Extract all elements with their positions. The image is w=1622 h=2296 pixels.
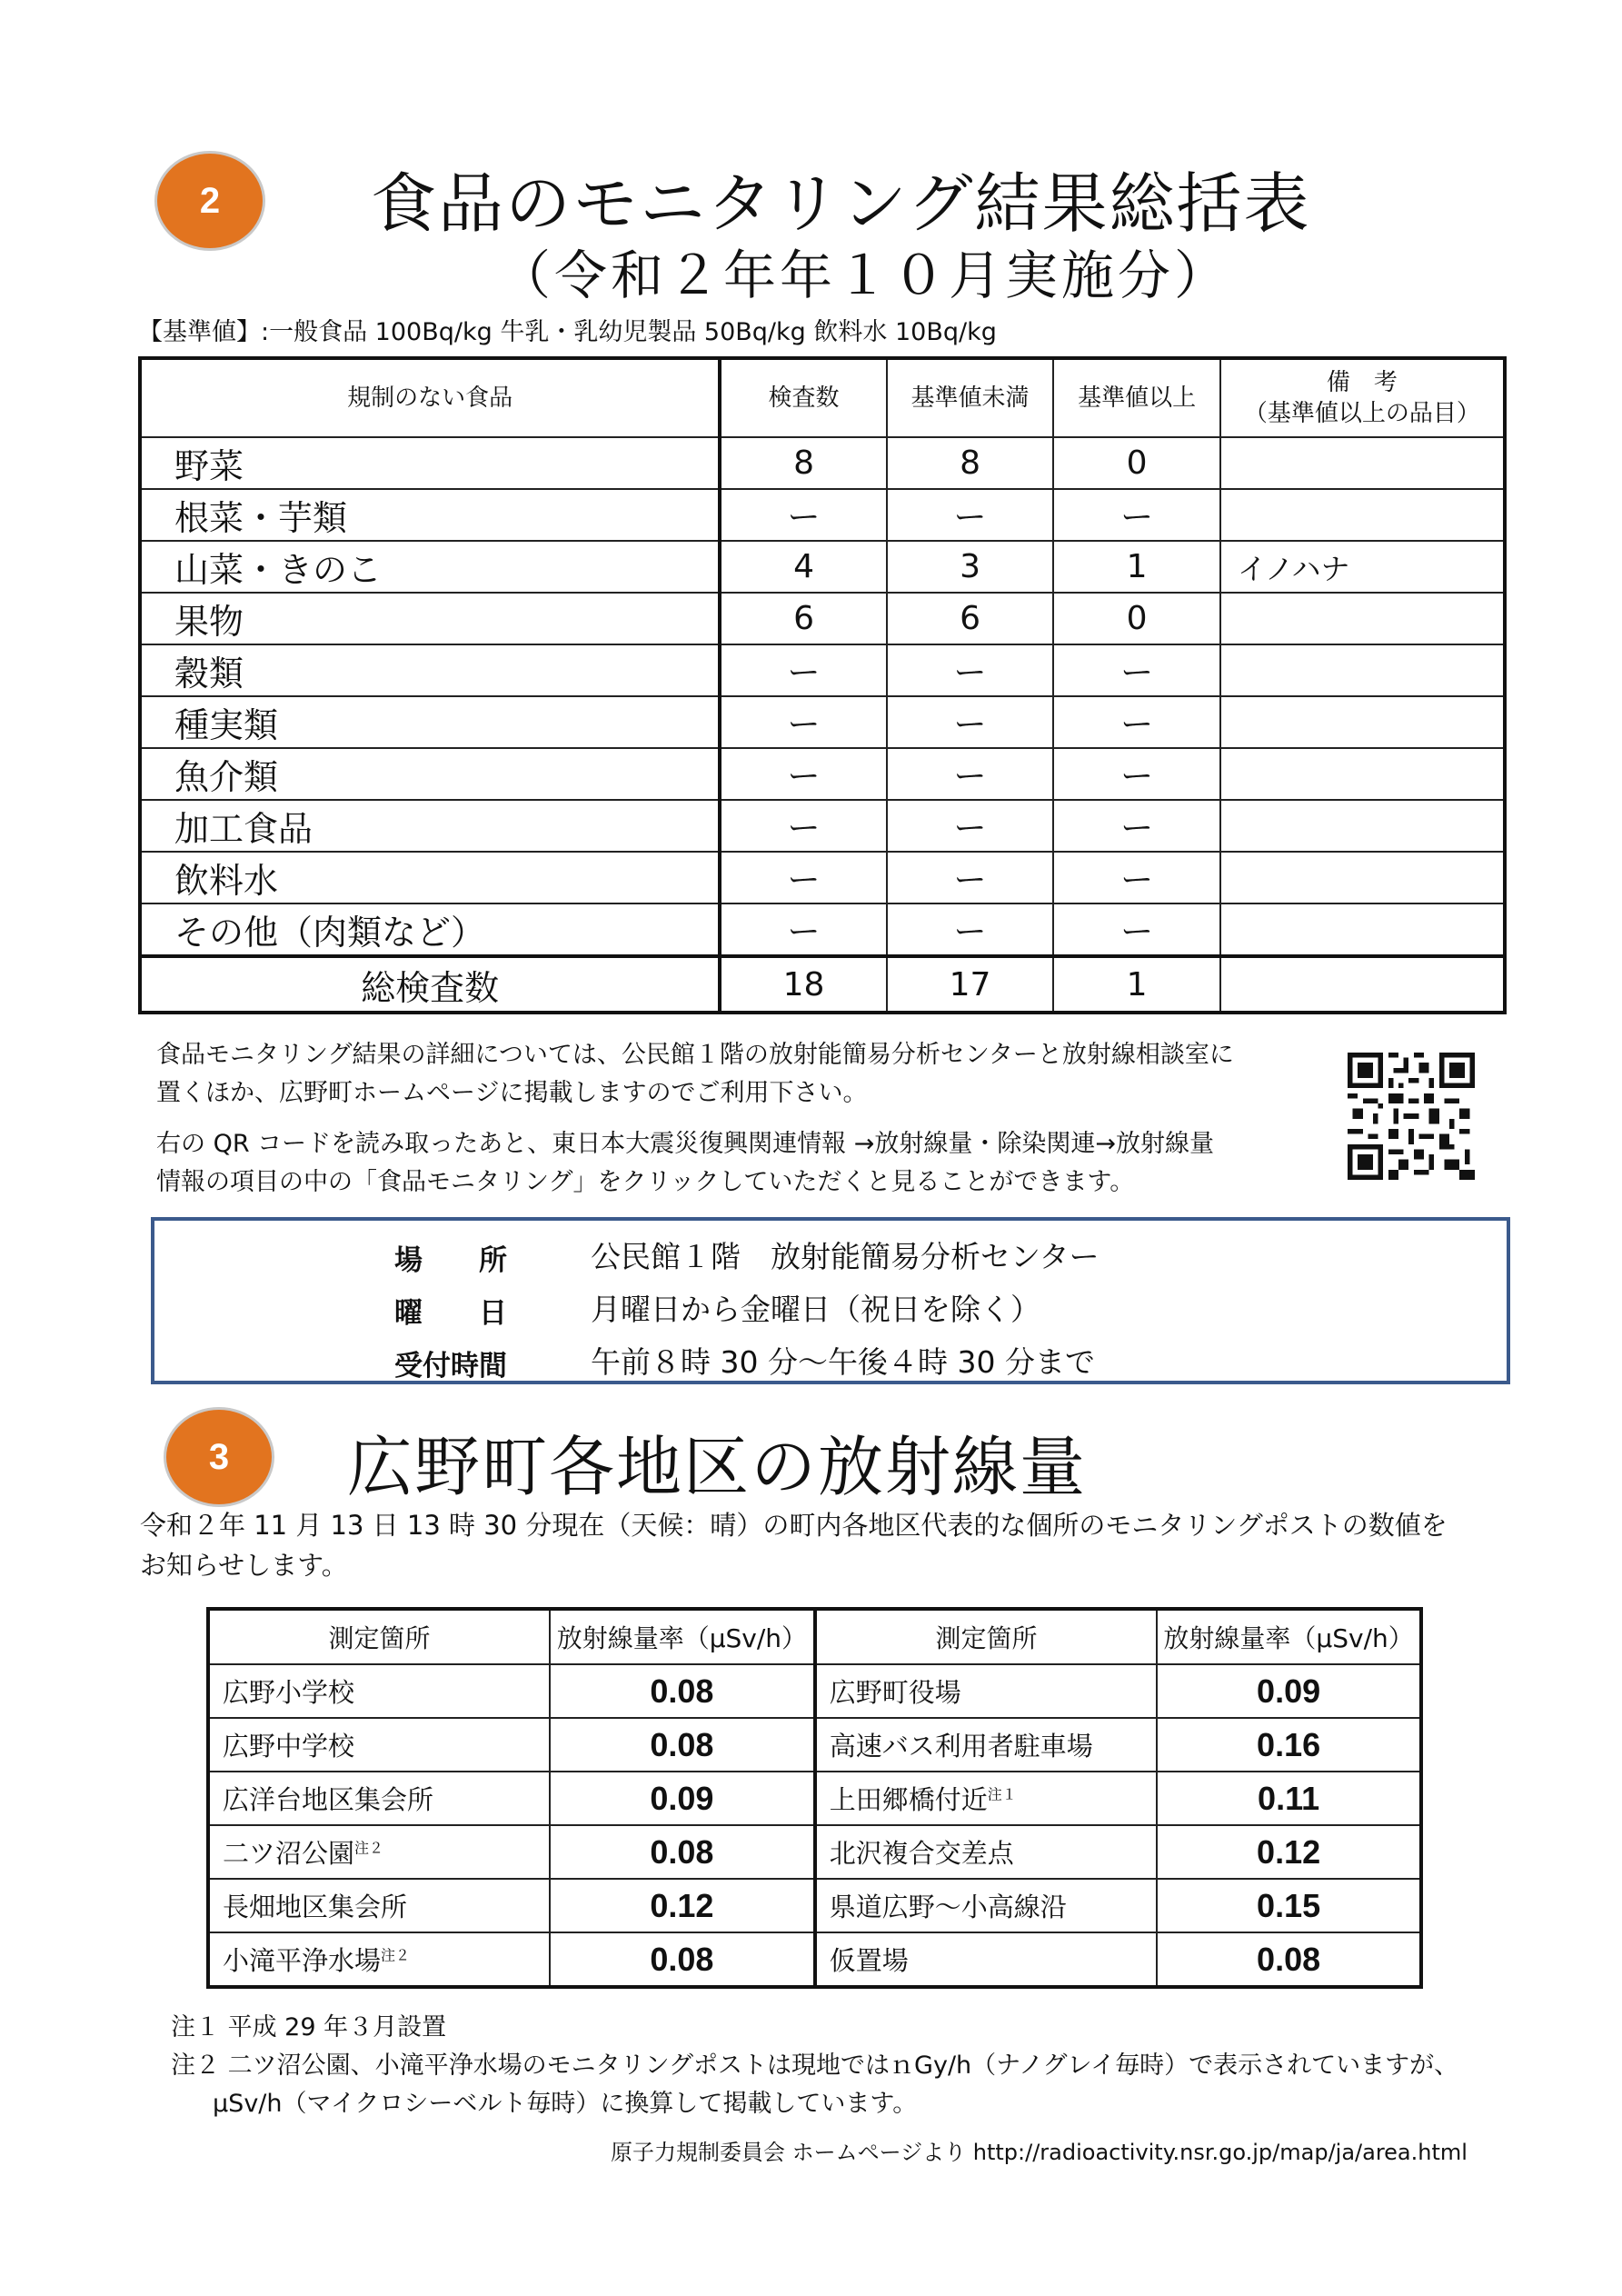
page-subtitle: （令和２年年１０月実施分） <box>498 245 1231 306</box>
hours-label: 受付時間 <box>394 1350 507 1383</box>
radiation-table <box>206 1607 1423 1989</box>
header-above: 基準値以上 <box>1053 358 1220 437</box>
standard-values: 【基準値】:一般食品 100Bq/kg 牛乳・乳幼児製品 50Bq/kg 飲料水 10Bq/kg <box>138 318 997 346</box>
day-label: 曜 日 <box>394 1297 507 1330</box>
table-row: 野菜 8 8 0 <box>140 437 1505 489</box>
day-value: 月曜日から金曜日（祝日を除く） <box>591 1292 1040 1327</box>
section-number-badge: 3 <box>164 1407 274 1507</box>
place-label: 場 所 <box>394 1244 507 1277</box>
table-total-row: 総検査数 18 17 1 <box>140 956 1505 1013</box>
source-credit: 原子力規制委員会 ホームページより http://radioactivity.nsr.go.jp/map/ja/area.html <box>611 2140 1468 2165</box>
table-row: 穀類 ー ー ー <box>140 644 1505 696</box>
footnote-2: 注２ 二ツ沼公園、小滝平浄水場のモニタリングポストは現地ではｎGy/h（ナノグレイ毎時）で表示されていますが、 <box>171 2051 1459 2080</box>
table-row: 加工食品 ー ー ー <box>140 800 1505 852</box>
table-header-row: 測定箇所 放射線量率（μSv/h） 測定箇所 放射線量率（μSv/h） <box>208 1609 1421 1664</box>
table-row: 広野小学校 0.08 広野町役場 0.09 <box>208 1664 1421 1718</box>
table-row: 広洋台地区集会所 0.09 上田郷橋付近$^{注1}$ 0.11 <box>208 1772 1421 1825</box>
table-row: 二ツ沼公園$^{注2}$ 0.08 北沢複合交差点 0.12 <box>208 1825 1421 1879</box>
table-row: 魚介類 ー ー ー <box>140 748 1505 800</box>
table-row: その他（肉類など） ー ー ー <box>140 903 1505 956</box>
table-row: 山菜・きのこ 4 3 1 イノハナ <box>140 541 1505 593</box>
info-box <box>151 1217 1510 1384</box>
header-category: 規制のない食品 <box>140 358 720 437</box>
place-value: 公民館１階 放射能簡易分析センター <box>591 1239 1100 1274</box>
table-row: 種実類 ー ー ー <box>140 696 1505 748</box>
header-tested: 検査数 <box>720 358 887 437</box>
footnote-2-continued: μSv/h（マイクロシーベルト毎時）に換算して掲載しています。 <box>213 2090 918 2118</box>
table-row: 長畑地区集会所 0.12 県道広野～小高線沿 0.15 <box>208 1879 1421 1932</box>
section-title: 広野町各地区の放射線量 <box>347 1429 1088 1505</box>
table-row: 果物 6 6 0 <box>140 593 1505 644</box>
header-below: 基準値未満 <box>887 358 1054 437</box>
qr-code[interactable] <box>1348 1053 1475 1180</box>
footnotes <box>171 2009 1458 2123</box>
header-remarks: 備 考 （基準値以上の品目） <box>1220 358 1505 437</box>
radiation-intro: 令和２年 11 月 13 日 13 時 30 分現在（天候：晴）の町内各地区代表的な個所のモニタリングポストの数値を お知らせします。 <box>140 1510 1448 1581</box>
table-header-row <box>140 358 1505 437</box>
table-row: 飲料水 ー ー ー <box>140 852 1505 903</box>
table-row: 小滝平浄水場$^{注2}$ 0.08 仮置場 0.08 <box>208 1932 1421 1987</box>
table-row: 広野中学校 0.08 高速バス利用者駐車場 0.16 <box>208 1718 1421 1772</box>
page-title: 食品のモニタリング結果総括表 <box>371 165 1311 242</box>
monitoring-details-paragraph: 食品モニタリング結果の詳細については、公民館１階の放射能簡易分析センターと放射線相談室に 置くほか、広野町ホームページに掲載しますのでご利用下さい。 <box>156 1041 1234 1107</box>
hours-value: 午前８時 30 分～午後４時 30 分まで <box>591 1344 1095 1380</box>
qr-instructions-paragraph: 右の QR コードを読み取ったあと、東日本大震災復興関連情報 →放射線量・除染関連→放射線量 情報の項目の中の「食品モニタリング」をクリックしていただくと見ることができます。 <box>156 1130 1215 1196</box>
section-number-badge: 2 <box>154 151 265 251</box>
footnote-1: 注１ 平成 29 年３月設置 <box>171 2013 447 2041</box>
food-monitoring-table <box>138 356 1507 1014</box>
table-row: 根菜・芋類 ー ー ー <box>140 489 1505 541</box>
